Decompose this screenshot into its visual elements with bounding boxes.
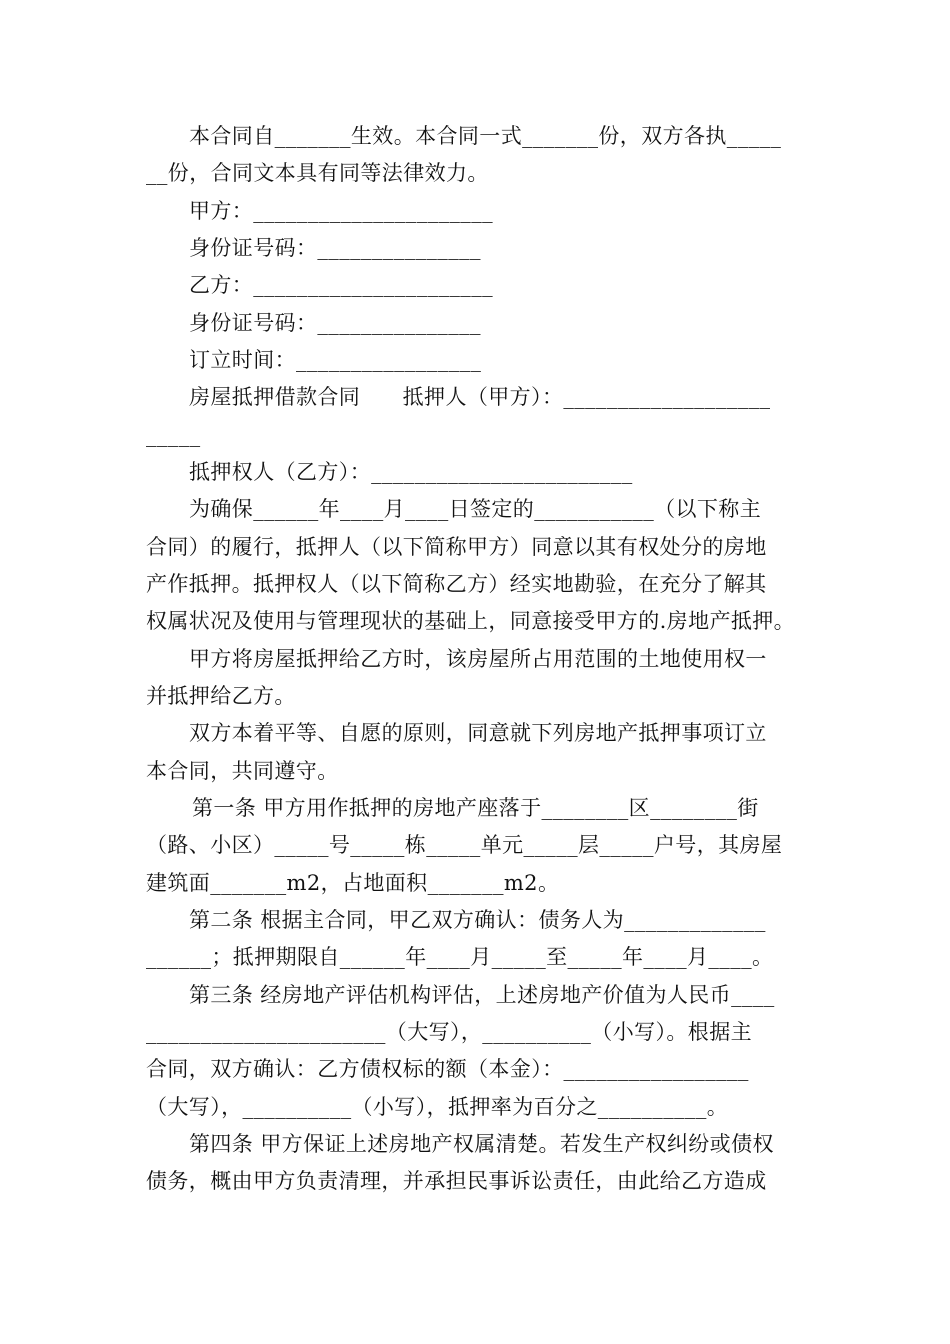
text-line: 本合同自_______生效。本合同一式_______份，双方各执_____ (189, 124, 782, 148)
article-3-line: （大写），__________（小写），抵押率为百分之__________。 (146, 1095, 729, 1119)
paragraph-line: 为确保______年____月____日签定的___________（以下称主 (189, 497, 762, 521)
party-b-line: 乙方：______________________ (189, 273, 493, 297)
signing-date-line: 订立时间：_________________ (189, 348, 482, 372)
article-1-line: （路、小区）_____号_____栋_____单元_____层_____户号，其房屋 (146, 833, 783, 857)
article-2-line: 第二条 根据主合同，甲乙双方确认：债务人为_____________ (189, 908, 766, 932)
id-number-line: 身份证号码：_______________ (189, 311, 481, 335)
mortgagee-line: 抵押权人（乙方）：________________________ (189, 460, 633, 484)
article-4-line: 第四条 甲方保证上述房地产权属清楚。若发生产权纠纷或债权 (189, 1132, 774, 1156)
contract-title-line: 房屋抵押借款合同 抵押人（甲方）：___________________ (189, 385, 771, 409)
article-1-line: 建筑面_______m2，占地面积_______m2。 (146, 871, 560, 895)
article-1-line: 第一条 甲方用作抵押的房地产座落于________区________街 (192, 796, 759, 820)
id-number-line: 身份证号码：_______________ (189, 236, 481, 260)
article-3-line: 合同，双方确认：乙方债权标的额（本金）：_________________ (146, 1057, 749, 1081)
article-4-line: 债务，概由甲方负责清理，并承担民事诉讼责任，由此给乙方造成 (146, 1169, 767, 1193)
paragraph-line: 产作抵押。抵押权人（以下简称乙方）经实地勘验，在充分了解其 (146, 572, 767, 596)
text-line: __份，合同文本具有同等法律效力。 (146, 161, 489, 185)
paragraph-line: 本合同，共同遵守。 (146, 759, 339, 783)
paragraph-line: 双方本着平等、自愿的原则，同意就下列房地产抵押事项订立 (189, 721, 767, 745)
party-a-line: 甲方：______________________ (189, 199, 493, 223)
article-3-line: ______________________（大写），__________（小写）。根据主 (146, 1020, 752, 1044)
paragraph-line: 甲方将房屋抵押给乙方时，该房屋所占用范围的土地使用权一 (189, 647, 767, 671)
paragraph-line: 权属状况及使用与管理现状的基础上，同意接受甲方的.房地产抵押。 (146, 609, 796, 633)
text-line: _____ (146, 423, 201, 447)
article-2-line: ______；抵押期限自______年____月_____至_____年____月____。 (146, 945, 774, 969)
article-3-line: 第三条 经房地产评估机构评估，上述房地产价值为人民币____ (189, 983, 775, 1007)
paragraph-line: 并抵押给乙方。 (146, 684, 296, 708)
paragraph-line: 合同）的履行，抵押人（以下简称甲方）同意以其有权处分的房地 (146, 535, 767, 559)
